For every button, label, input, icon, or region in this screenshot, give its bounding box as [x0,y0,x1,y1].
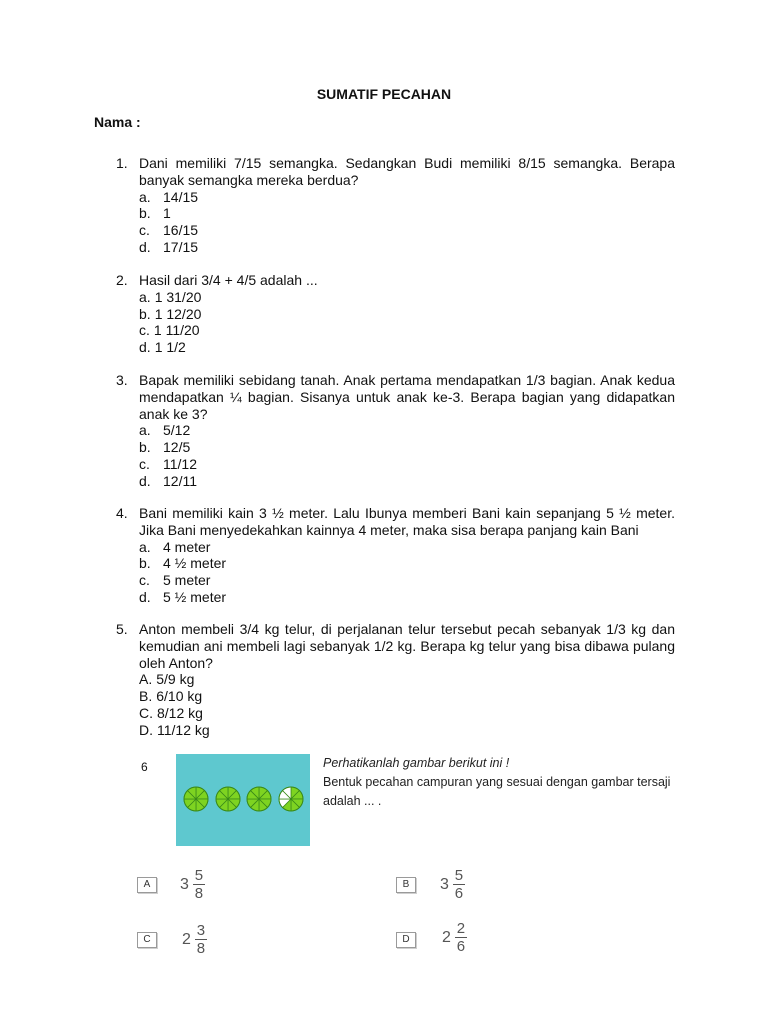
option-text: 6/10 kg [156,688,203,705]
option-letter: A. [139,671,153,688]
option-a [139,671,675,688]
option-list [139,289,675,356]
option-letter: d. [139,588,151,605]
question-number: 3. [116,372,128,388]
question-number: 2. [116,272,128,288]
option-text: 16/15 [163,222,199,239]
option-c [139,222,675,239]
option-letter: c. [139,455,150,472]
question-6-instruction: Perhatikanlah gambar berikut ini ! [323,756,510,770]
question-4 [116,505,675,606]
mixed-whole: 3 [440,875,449,893]
option-letter: D. [139,721,153,738]
choice-b-mixed-number [440,868,465,901]
option-d [139,589,675,606]
option-letter: a. [139,188,151,205]
fraction-numerator: 2 [456,920,466,937]
option-d [139,339,675,356]
question-text: Dani memiliki 7/15 semangka. Sedangkan Budi memiliki 8/15 semangka. Berapa banyak semangka mereka berdua? [139,155,675,188]
option-text: 4 meter [163,538,211,555]
option-letter: c. [139,572,150,589]
question-number: 1. [116,155,128,171]
question-2 [116,272,675,356]
option-b [139,555,675,572]
option-b [139,688,675,705]
mixed-whole: 2 [182,930,191,948]
option-text: 8/12 kg [157,704,203,721]
option-text: 4 ½ meter [163,555,227,572]
option-letter: d. [139,472,151,489]
option-letter: a. [139,288,151,305]
option-letter: C. [139,704,153,721]
mixed-whole: 2 [442,928,451,946]
option-letter: d. [139,339,151,356]
option-c [139,705,675,722]
option-text: 5 ½ meter [163,588,227,605]
option-c [139,572,675,589]
name-label: Nama : [94,114,141,130]
option-letter: b. [139,305,151,322]
fraction-denominator: 6 [456,938,466,955]
option-letter: b. [139,205,151,222]
fraction-denominator: 8 [196,940,206,957]
option-text: 1 31/20 [154,288,202,305]
option-b [139,439,675,456]
option-letter: a. [139,538,151,555]
question-text: Hasil dari 3/4 + 4/5 adalah ... [139,272,318,288]
option-list [139,422,675,489]
choice-b-box[interactable]: B [396,877,416,893]
whole-lime-slice-icon [183,786,209,812]
mixed-whole: 3 [180,875,189,893]
option-letter: c. [139,322,150,339]
option-letter: a. [139,422,151,439]
option-a [139,422,675,439]
option-b [139,306,675,323]
option-text: 11/12 kg [157,721,210,738]
question-number: 5. [116,621,128,637]
mixed-fraction [453,868,465,901]
option-text: 12/5 [163,439,191,456]
option-letter: b. [139,555,151,572]
option-list [139,539,675,606]
question-6-text: Bentuk pecahan campuran yang sesuai dengan gambar tersaji adalah ... . [323,775,671,808]
option-text: 1 12/20 [154,305,202,322]
fraction-denominator: 6 [454,885,464,902]
fraction-numerator: 5 [194,867,204,884]
question-1 [116,155,675,256]
option-text: 5 meter [163,572,211,589]
fraction-numerator: 5 [454,867,464,884]
whole-lime-slice-icon [246,786,272,812]
question-5 [116,621,675,739]
document-title: SUMATIF PECAHAN [316,86,452,102]
option-list [139,671,675,738]
option-c [139,322,675,339]
question-3 [116,372,675,490]
fraction-denominator: 8 [194,885,204,902]
choice-a-box[interactable]: A [137,877,157,893]
fraction-numerator: 3 [196,922,206,939]
question-number: 4. [116,505,128,521]
choice-d-box[interactable]: D [396,932,416,948]
question-text: Anton membeli 3/4 kg telur, di perjalanan telur tersebut pecah sebanyak 1/3 kg dan kemudian ani membeli lagi sebanyak 1/2 kg. Berapa kg telur yang bisa dibawa pulang oleh Anton? [139,621,675,671]
choice-c-mixed-number [182,923,207,956]
option-text: 14/15 [163,188,199,205]
option-d [139,722,675,739]
option-a [139,189,675,206]
option-letter: b. [139,439,151,456]
option-text: 5/12 [163,422,191,439]
option-text: 17/15 [163,238,199,255]
option-a [139,289,675,306]
option-a [139,539,675,556]
question-text: Bapak memiliki sebidang tanah. Anak pertama mendapatkan 1/3 bagian. Anak kedua mendapatkan ¼ bagian. Sisanya untuk anak ke-3. Berapa bagian yang didapatkan anak ke 3? [139,372,675,422]
option-text: 12/11 [163,472,197,489]
option-d [139,239,675,256]
choice-a-mixed-number [180,868,205,901]
question-6-number: 6 [141,760,148,774]
question-text: Bani memiliki kain 3 ½ meter. Lalu Ibunya memberi Bani kain sepanjang 5 ½ meter. Jika Bani menyedekahkan kainnya 4 meter, maka sisa berapa panjang kain Bani [139,505,675,538]
option-d [139,473,675,490]
option-b [139,205,675,222]
mixed-fraction [193,868,205,901]
option-text: 1 1/2 [154,339,186,356]
option-c [139,456,675,473]
option-letter: d. [139,238,151,255]
option-letter: c. [139,222,150,239]
mixed-fraction [195,923,207,956]
choice-c-box[interactable]: C [137,932,157,948]
whole-lime-slice-icon [215,786,241,812]
option-letter: B. [139,688,153,705]
choice-d-mixed-number [442,921,467,954]
mixed-fraction [455,921,467,954]
partial-lime-slice-icon [278,786,304,812]
option-text: 1 [163,205,171,222]
option-list [139,189,675,256]
option-text: 5/9 kg [156,671,195,688]
option-text: 11/12 [163,455,197,472]
question-6-text-block [323,754,683,811]
option-text: 1 11/20 [153,322,200,339]
